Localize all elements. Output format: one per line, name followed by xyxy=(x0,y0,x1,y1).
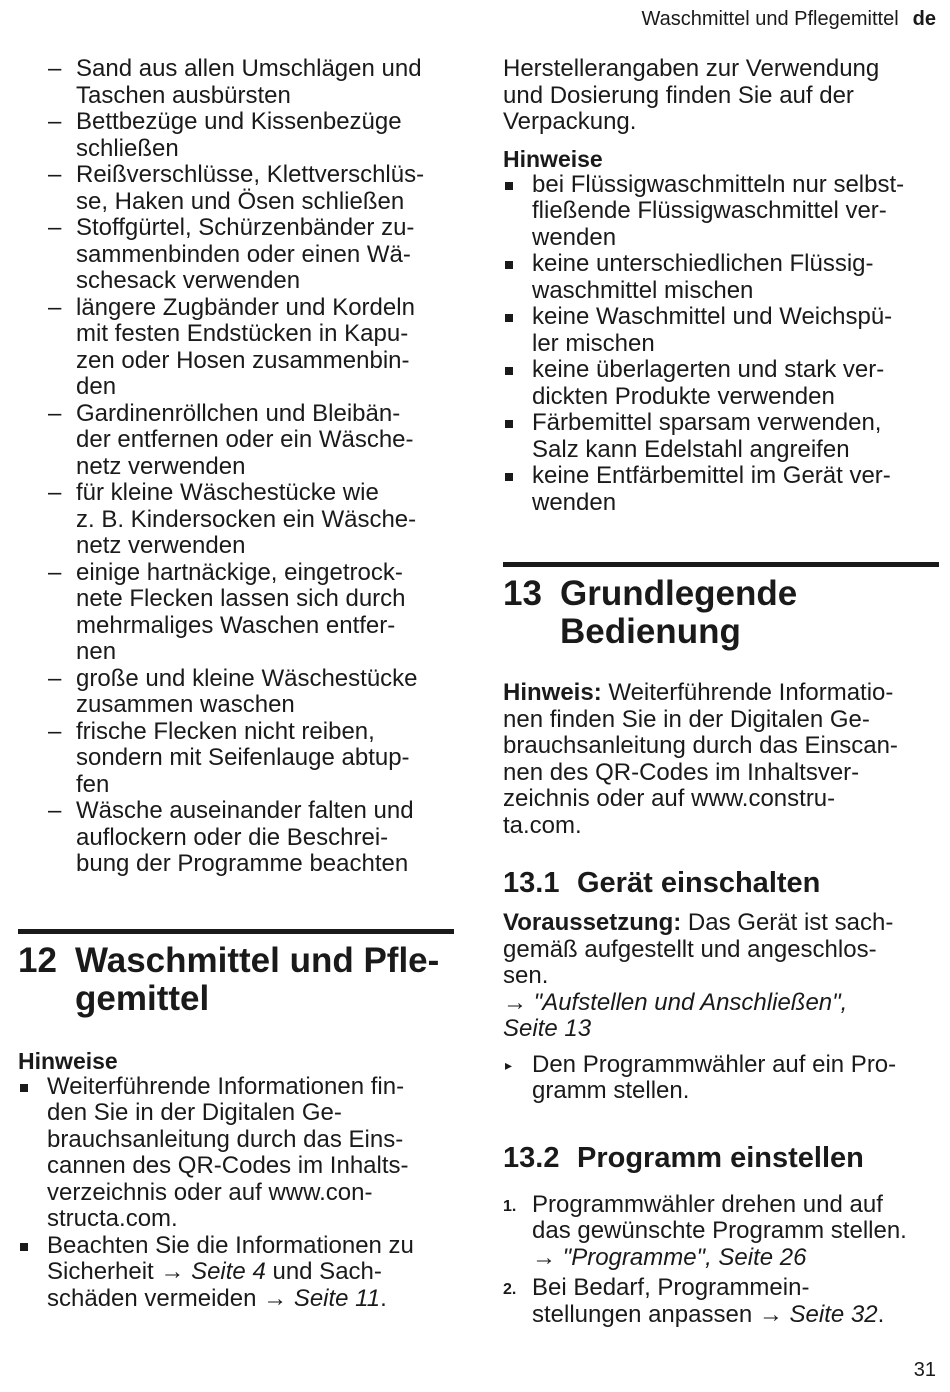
left-column xyxy=(18,56,454,1312)
list-item xyxy=(503,463,939,516)
dash-bullet-icon: – xyxy=(48,214,62,241)
page-number: 31 xyxy=(913,1359,936,1381)
section-13-2-heading: 13.2 Programm einstellen xyxy=(503,1141,864,1174)
right-column xyxy=(503,56,939,1328)
language-code: de xyxy=(912,8,936,30)
note-text: keine überlagerten und stark ver- dickten Produkte verwenden xyxy=(532,356,885,410)
list-item xyxy=(18,162,454,215)
list-item xyxy=(18,560,454,666)
steps-list xyxy=(503,1192,939,1329)
page-reference-link[interactable]: Seite 11 xyxy=(293,1284,381,1312)
list-item-text: Bettbezüge und Kissenbezüge schließen xyxy=(76,108,402,162)
list-item-text: frische Flecken nicht reiben, sondern mit Seifenlauge abtup- fen xyxy=(76,717,410,798)
list-item xyxy=(503,410,939,463)
chapter-title: Waschmittel und Pfle- gemittel xyxy=(75,940,440,1018)
chapter-12-heading xyxy=(18,942,454,1018)
list-item xyxy=(18,666,454,719)
note-text: Beachten Sie die Informationen zu Sicherheit → Seite 4 und Sach- schäden vermeiden → Seite 11. xyxy=(47,1231,414,1312)
list-item-text: längere Zugbänder und Kordeln mit festen Endstücken in Kapu- zen oder Hosen zusammenbin- den xyxy=(76,293,415,400)
list-item xyxy=(18,295,454,401)
chapter-13-heading xyxy=(503,575,939,651)
step-number: 1. xyxy=(503,1197,517,1215)
list-item xyxy=(18,1233,454,1313)
arrow-icon: → xyxy=(160,1258,185,1285)
action-text: Den Programmwähler auf ein Pro- gramm stellen. xyxy=(532,1050,897,1104)
list-item xyxy=(503,357,939,410)
note-text: Weiterführende Informationen fin- den Sie in der Digitalen Ge- brauchsanleitung durch das Eins- cannen des QR-Codes im Inhalts- verzeichnis oder auf www.con- structa.com. xyxy=(47,1072,409,1232)
list-item xyxy=(18,401,454,481)
list-item xyxy=(503,304,939,357)
page-reference-link[interactable]: Seite 4 xyxy=(191,1258,266,1285)
list-item: 2. Bei Bedarf, Programmein- stellungen anpassen → Seite 32. xyxy=(503,1274,885,1328)
chapter-divider xyxy=(503,562,939,567)
list-item-text: einige hartnäckige, eingetrock- nete Flecken lassen sich durch mehrmaliges Waschen entfer- nen xyxy=(76,558,406,665)
square-bullet-icon xyxy=(20,1243,28,1251)
step-number: 2. xyxy=(503,1281,517,1298)
page-reference-link[interactable]: "Programme", Seite 26 xyxy=(562,1243,807,1271)
hinweis-label: Hinweis: xyxy=(503,679,602,706)
action-step xyxy=(503,1052,939,1105)
triangle-bullet-icon: ▸ xyxy=(505,1056,513,1073)
notes-list xyxy=(18,1074,454,1313)
square-bullet-icon xyxy=(505,473,513,481)
list-item-text: für kleine Wäschestücke wie z. B. Kindersocken ein Wäsche- netz verwenden xyxy=(76,479,417,559)
list-item xyxy=(503,251,939,304)
square-bullet-icon xyxy=(505,182,513,190)
dash-bullet-icon: – xyxy=(48,399,62,427)
tips-list xyxy=(18,56,454,878)
section-13-1-heading: 13.1 Gerät einschalten xyxy=(503,867,821,899)
dash-bullet-icon: – xyxy=(48,161,62,188)
page-reference-link[interactable]: Seite 32 xyxy=(789,1300,878,1328)
intro-paragraph: Herstellerangaben zur Verwendung und Dosierung finden Sie auf der Verpackung. xyxy=(503,55,880,135)
dash-bullet-icon: – xyxy=(48,108,62,135)
list-item-text: Reißverschlüsse, Klettverschlüs- se, Haken und Ösen schließen xyxy=(76,161,425,215)
list-item xyxy=(503,172,939,252)
list-item: 1. Programmwähler drehen und auf das gewünschte Programm stellen. → "Programme", Seite 26 xyxy=(503,1190,907,1271)
dash-bullet-icon: – xyxy=(48,293,62,321)
chapter-title: Grundlegende Bedienung xyxy=(560,574,798,651)
header-section-title: Waschmittel und Pflegemittel xyxy=(641,8,899,30)
note-text: keine Waschmittel und Weichspü- ler mischen xyxy=(532,303,893,357)
running-header xyxy=(642,8,936,31)
notes-list xyxy=(503,172,939,517)
arrow-icon: → xyxy=(532,1243,556,1271)
arrow-icon: → xyxy=(503,988,527,1016)
list-item xyxy=(18,798,454,878)
hinweise-heading: Hinweise xyxy=(503,145,603,172)
list-item xyxy=(18,56,454,109)
list-item-text: große und kleine Wäschestücke zusammen waschen xyxy=(76,664,418,718)
list-item xyxy=(18,719,454,799)
chapter-divider xyxy=(18,929,454,934)
dash-bullet-icon: – xyxy=(48,797,62,824)
list-item xyxy=(18,480,454,560)
list-item xyxy=(18,215,454,295)
arrow-icon: → xyxy=(758,1300,783,1328)
list-item-text: Sand aus allen Umschlägen und Taschen ausbürsten xyxy=(76,55,422,109)
chapter-number: 12 xyxy=(18,940,57,980)
square-bullet-icon xyxy=(505,420,513,428)
note-text: Färbemittel sparsam verwenden, Salz kann Edelstahl angreifen xyxy=(532,409,882,463)
dash-bullet-icon: – xyxy=(48,479,62,506)
list-item-text: Gardinenröllchen und Bleibän- der entfernen oder ein Wäsche- netz verwenden xyxy=(76,399,414,480)
chapter-number: 13 xyxy=(503,574,542,613)
voraussetzung-label: Voraussetzung: xyxy=(503,909,682,936)
note-text: keine unterschiedlichen Flüssig- waschmittel mischen xyxy=(532,250,874,304)
square-bullet-icon xyxy=(505,261,513,269)
square-bullet-icon xyxy=(505,314,513,322)
arrow-icon: → xyxy=(263,1284,288,1312)
hinweis-paragraph: Hinweis: Weiterführende Informatio- nen finden Sie in der Digitalen Ge- brauchsanleitung durch das Einscan- nen des QR-Codes im Inhaltsver- zeichnis oder auf www.constru- ta.com. xyxy=(503,679,898,839)
list-item xyxy=(18,1074,454,1233)
hinweise-heading: Hinweise xyxy=(18,1047,118,1074)
note-text: bei Flüssigwaschmitteln nur selbst- fließende Flüssigwaschmittel ver- wenden xyxy=(532,170,905,251)
dash-bullet-icon: – xyxy=(48,717,62,745)
square-bullet-icon xyxy=(505,367,513,375)
list-item-text: Stoffgürtel, Schürzenbänder zu- sammenbinden oder einen Wä- schesack verwenden xyxy=(76,214,415,294)
list-item xyxy=(18,109,454,162)
square-bullet-icon xyxy=(20,1084,28,1092)
dash-bullet-icon: – xyxy=(48,558,62,586)
voraussetzung-paragraph: Voraussetzung: Das Gerät ist sach- gemäß aufgestellt und angeschlos- sen. → "Aufstellen und Anschließen", Seite 13 xyxy=(503,909,894,1042)
dash-bullet-icon: – xyxy=(48,55,62,82)
page-reference-link[interactable]: "Aufstellen und Anschließen", Seite 13 xyxy=(503,988,848,1042)
dash-bullet-icon: – xyxy=(48,664,62,692)
note-text: keine Entfärbemittel im Gerät ver- wenden xyxy=(532,462,891,516)
list-item-text: Wäsche auseinander falten und auflockern oder die Beschrei- bung der Programme beachten xyxy=(76,797,414,877)
